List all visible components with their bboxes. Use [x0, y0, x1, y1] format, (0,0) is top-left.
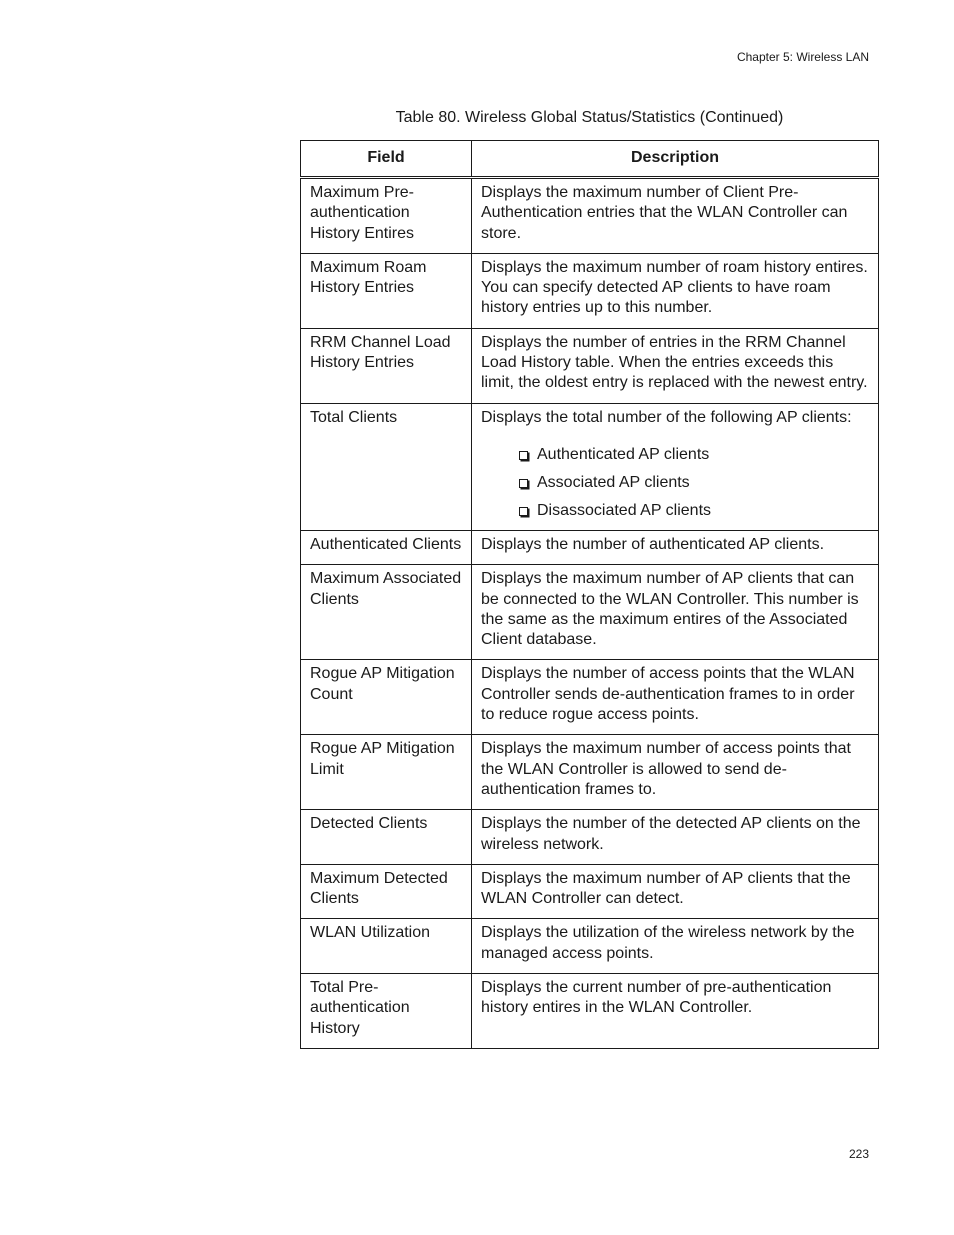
field-cell: RRM Channel Load History Entries	[301, 328, 472, 403]
bullet-item	[519, 445, 870, 465]
description-cell	[472, 530, 879, 564]
field-cell: Detected Clients	[301, 810, 472, 865]
description-text: Displays the maximum number of AP clients that can be connected to the WLAN Controller. This number is the same as the maximum entires of the Associated Client database.	[481, 570, 859, 649]
description-text: Displays the maximum number of roam history entires. You can specify detected AP clients to have roam history entries up to this number.	[481, 258, 868, 317]
description-cell	[472, 864, 879, 919]
field-cell: Rogue AP Mitigation Count	[301, 660, 472, 735]
description-cell	[472, 974, 879, 1049]
column-header-field: Field	[301, 141, 472, 178]
description-text: Displays the number of authenticated AP clients.	[481, 535, 825, 553]
bullet-item	[519, 473, 870, 493]
description-text: Displays the number of the detected AP clients on the wireless network.	[481, 815, 861, 853]
page-number: 223	[848, 1147, 869, 1161]
field-cell: Total Clients	[301, 403, 472, 530]
description-cell	[472, 565, 879, 660]
description-cell	[472, 253, 879, 328]
checkbox-bullet-icon	[519, 451, 528, 460]
running-head: Chapter 5: Wireless LAN	[736, 50, 869, 64]
description-text: Displays the number of access points that the WLAN Controller sends de-authentication frames to in order to reduce rogue access points.	[481, 665, 855, 724]
table-row	[301, 810, 879, 865]
description-cell	[472, 178, 879, 254]
table-caption: Table 80. Wireless Global Status/Statistics (Continued)	[395, 109, 784, 126]
field-cell: Maximum Roam History Entries	[301, 253, 472, 328]
field-cell: WLAN Utilization	[301, 919, 472, 974]
column-header-description: Description	[472, 141, 879, 178]
description-cell	[472, 403, 879, 530]
table-header-row	[301, 141, 879, 178]
description-text: Displays the total number of the following AP clients:	[481, 408, 852, 426]
table-row	[301, 253, 879, 328]
description-cell	[472, 660, 879, 735]
bullet-item	[519, 501, 870, 521]
table-row	[301, 864, 879, 919]
table-row	[301, 328, 879, 403]
table-row	[301, 735, 879, 810]
bullet-text: Associated AP clients	[537, 473, 690, 491]
table-row	[301, 660, 879, 735]
table-row	[301, 974, 879, 1049]
table-row	[301, 403, 879, 530]
field-cell: Rogue AP Mitigation Limit	[301, 735, 472, 810]
field-cell: Maximum Associated Clients	[301, 565, 472, 660]
description-cell	[472, 328, 879, 403]
description-cell	[472, 919, 879, 974]
bullet-text: Disassociated AP clients	[537, 501, 712, 519]
field-cell: Maximum Pre-authentication History Entires	[301, 178, 472, 254]
field-cell: Authenticated Clients	[301, 530, 472, 564]
description-text: Displays the maximum number of AP clients that the WLAN Controller can detect.	[481, 869, 851, 908]
field-cell: Maximum Detected Clients	[301, 864, 472, 919]
description-cell	[472, 735, 879, 810]
table-row	[301, 919, 879, 974]
field-cell: Total Pre-authentication History	[301, 974, 472, 1049]
checkbox-bullet-icon	[519, 479, 528, 488]
description-cell	[472, 810, 879, 865]
description-text: Displays the utilization of the wireless network by the managed access points.	[481, 924, 855, 962]
table-row	[301, 530, 879, 564]
checkbox-bullet-icon	[519, 507, 528, 516]
status-statistics-table	[300, 140, 879, 1049]
description-text: Displays the maximum number of access points that the WLAN Controller is allowed to send de-authentication frames to.	[481, 740, 851, 798]
bullet-text: Authenticated AP clients	[537, 445, 710, 463]
bullet-list	[481, 445, 870, 521]
description-text: Displays the current number of pre-authentication history entires in the WLAN Controller.	[481, 979, 832, 1017]
table-row	[301, 565, 879, 660]
description-text: Displays the maximum number of Client Pre-Authentication entries that the WLAN Controller can store.	[481, 184, 848, 242]
description-text: Displays the number of entries in the RRM Channel Load History table. When the entries exceeds this limit, the oldest entry is replaced with the newest entry.	[481, 333, 868, 392]
table-row	[301, 178, 879, 254]
table-body	[301, 178, 879, 1049]
